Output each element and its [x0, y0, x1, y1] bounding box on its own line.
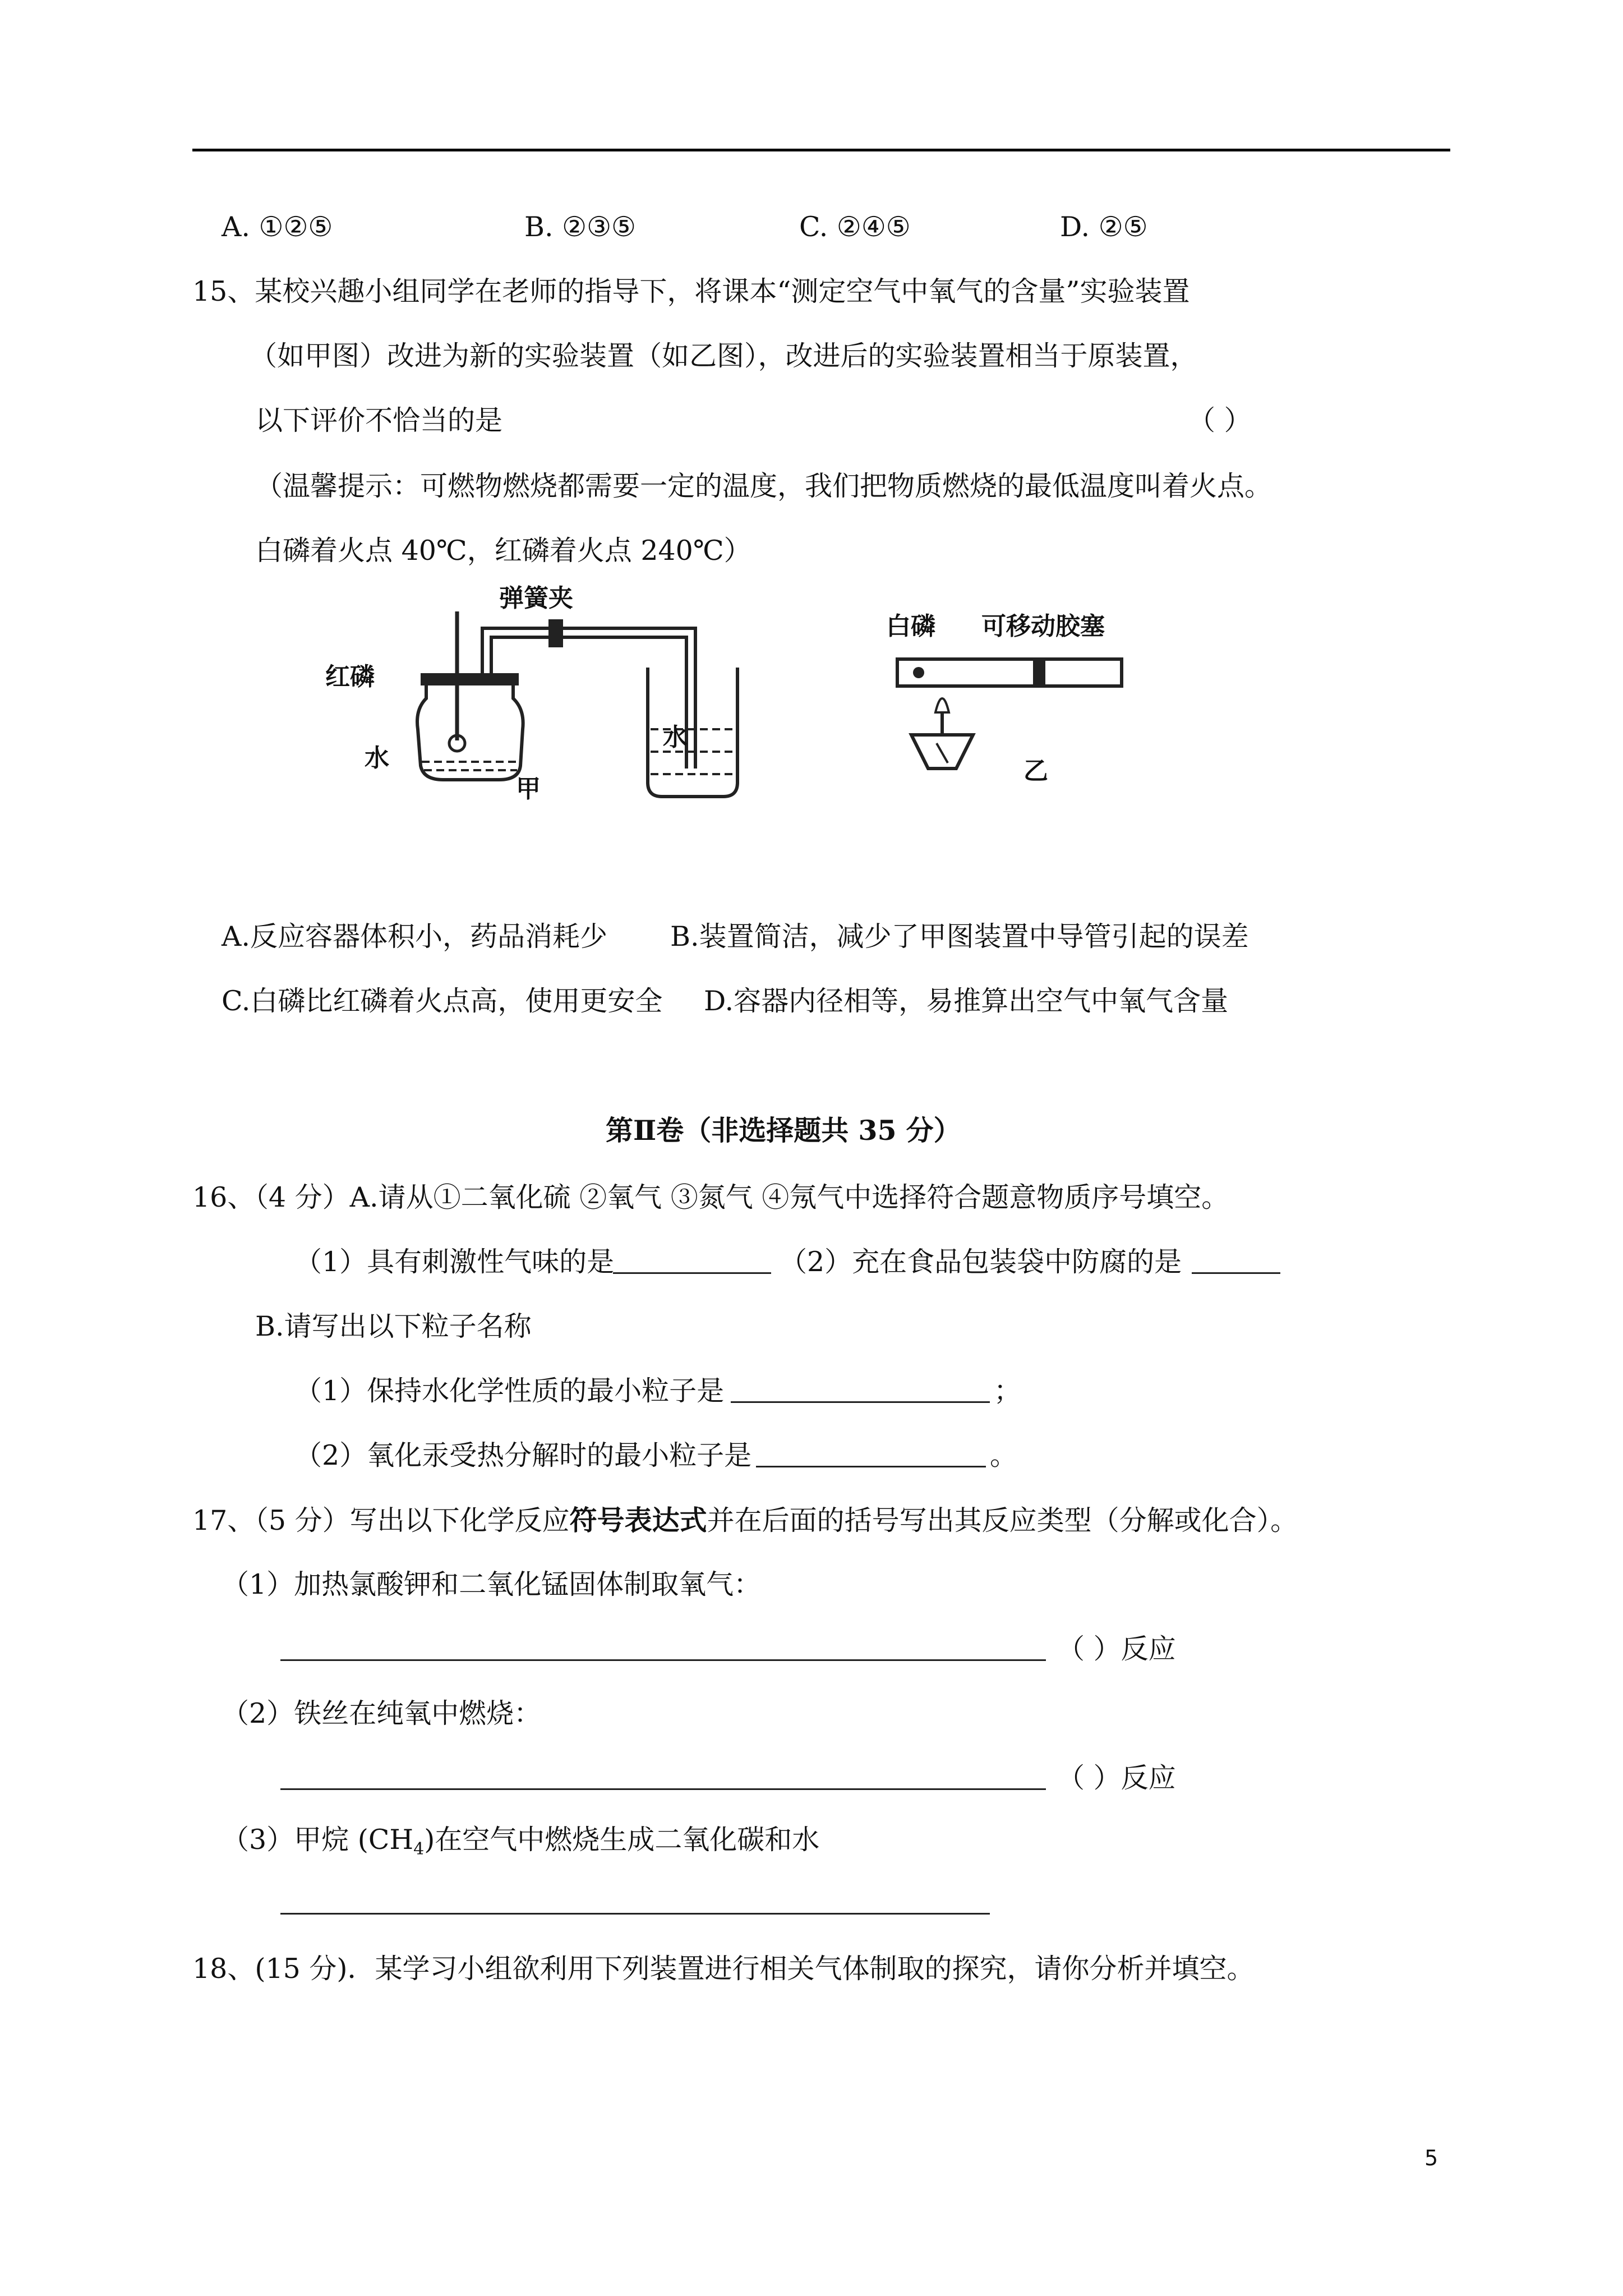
q16-item-b2: （2）氧化汞受热分解时的最小粒子是 [294, 1439, 752, 1471]
q15-hint-2: 白磷着火点 40℃，红磷着火点 240℃） [255, 535, 751, 567]
q17-part-3-text: （3）甲烷 (CH [222, 1824, 414, 1856]
label-red-phosphorus: 红磷 [325, 662, 375, 691]
q17-part-1: （1）加热氯酸钾和二氧化锰固体制取氧气： [222, 1568, 762, 1600]
page-number: 5 [1424, 2146, 1438, 2170]
answer-blank[interactable] [280, 1659, 1046, 1661]
q17-intro: 17、（5 分）写出以下化学反应 [192, 1504, 570, 1536]
answer-bracket: （ ） [1188, 404, 1252, 436]
label-water-left: 水 [365, 744, 389, 772]
answer-blank[interactable] [280, 1788, 1046, 1790]
header-rule [192, 149, 1450, 151]
q15-option-d: D.容器内径相等，易推算出空气中氧气含量 [704, 985, 1229, 1017]
q18-line-1: 18、(15 分)．某学习小组欲利用下列装置进行相关气体制取的探究，请你分析并填空。 [192, 1953, 1255, 1985]
q16-item-a1: （1）具有刺激性气味的是 [294, 1246, 615, 1278]
label-water-right: 水 [663, 723, 688, 752]
section-title: 第Ⅱ卷（非选择题共 35 分） [606, 1114, 961, 1147]
answer-blank[interactable] [613, 1272, 771, 1274]
q15-line-2: （如甲图）改进为新的实验装置（如乙图），改进后的实验装置相当于原装置， [250, 340, 1198, 372]
q14-option-b: B. ②③⑤ [524, 211, 636, 243]
q15-hint-1: （温馨提示：可燃物燃烧都需要一定的温度，我们把物质燃烧的最低温度叫着火点。 [255, 470, 1272, 502]
caption-yi: 乙 [1023, 757, 1048, 785]
q14-option-c: C. ②④⑤ [799, 211, 911, 243]
label-white-phosphorus: 白磷 [886, 612, 935, 641]
q15-line-3: 以下评价不恰当的是 [255, 404, 503, 436]
q16-item-a2: （2）充在食品包装袋中防腐的是 [780, 1246, 1182, 1278]
q15-line-1: 15、某校兴趣小组同学在老师的指导下，将课本“测定空气中氧气的含量”实验装置 [192, 275, 1190, 307]
q16-item-b1: （1）保持水化学性质的最小粒子是 [294, 1375, 725, 1407]
q15-option-b: B.装置简洁，减少了甲图装置中导管引起的误差 [670, 921, 1249, 953]
q17-part-3-text-rest: )在空气中燃烧生成二氧化碳和水 [424, 1824, 820, 1856]
q16-line-1: 16、（4 分）A.请从①二氧化硫 ②氧气 ③氮气 ④氖气中选择符合题意物质序号填空。 [192, 1181, 1229, 1213]
q17-intro-rest: 并在后面的括号写出其反应类型（分解或化合）。 [707, 1504, 1298, 1536]
answer-blank[interactable] [756, 1466, 986, 1467]
answer-blank[interactable] [280, 1913, 990, 1915]
q17-part-2-type: （ ）反应 [1057, 1762, 1176, 1794]
label-movable-plug: 可移动胶塞 [981, 612, 1105, 641]
q17-part-3-subscript: 4 [413, 1839, 425, 1859]
answer-blank[interactable] [1192, 1272, 1280, 1274]
q17-part-3 [222, 1823, 819, 1866]
q15-option-a: A.反应容器体积小，药品消耗少 [222, 921, 607, 953]
answer-blank[interactable] [731, 1401, 990, 1403]
q17-part-1-type: （ ）反应 [1057, 1633, 1176, 1665]
q17-emphasis: 符号表达式 [569, 1504, 707, 1536]
figure-jia [314, 583, 751, 825]
figure-yi [886, 600, 1133, 797]
q14-option-a: A. ①②⑤ [222, 211, 333, 243]
q14-option-d: D. ②⑤ [1060, 211, 1148, 243]
label-spring-clamp: 弹簧夹 [499, 584, 573, 613]
q16-item-b2-end: 。 [990, 1439, 1018, 1471]
q16-line-3: B.请写出以下粒子名称 [255, 1310, 532, 1342]
q15-option-c: C.白磷比红磷着火点高，使用更安全 [222, 985, 663, 1017]
q17-part-2: （2）铁丝在纯氧中燃烧： [222, 1697, 542, 1729]
caption-jia: 甲 [516, 775, 541, 803]
q16-item-b1-end: ； [994, 1375, 1022, 1407]
q17-line-1 [192, 1503, 1298, 1538]
